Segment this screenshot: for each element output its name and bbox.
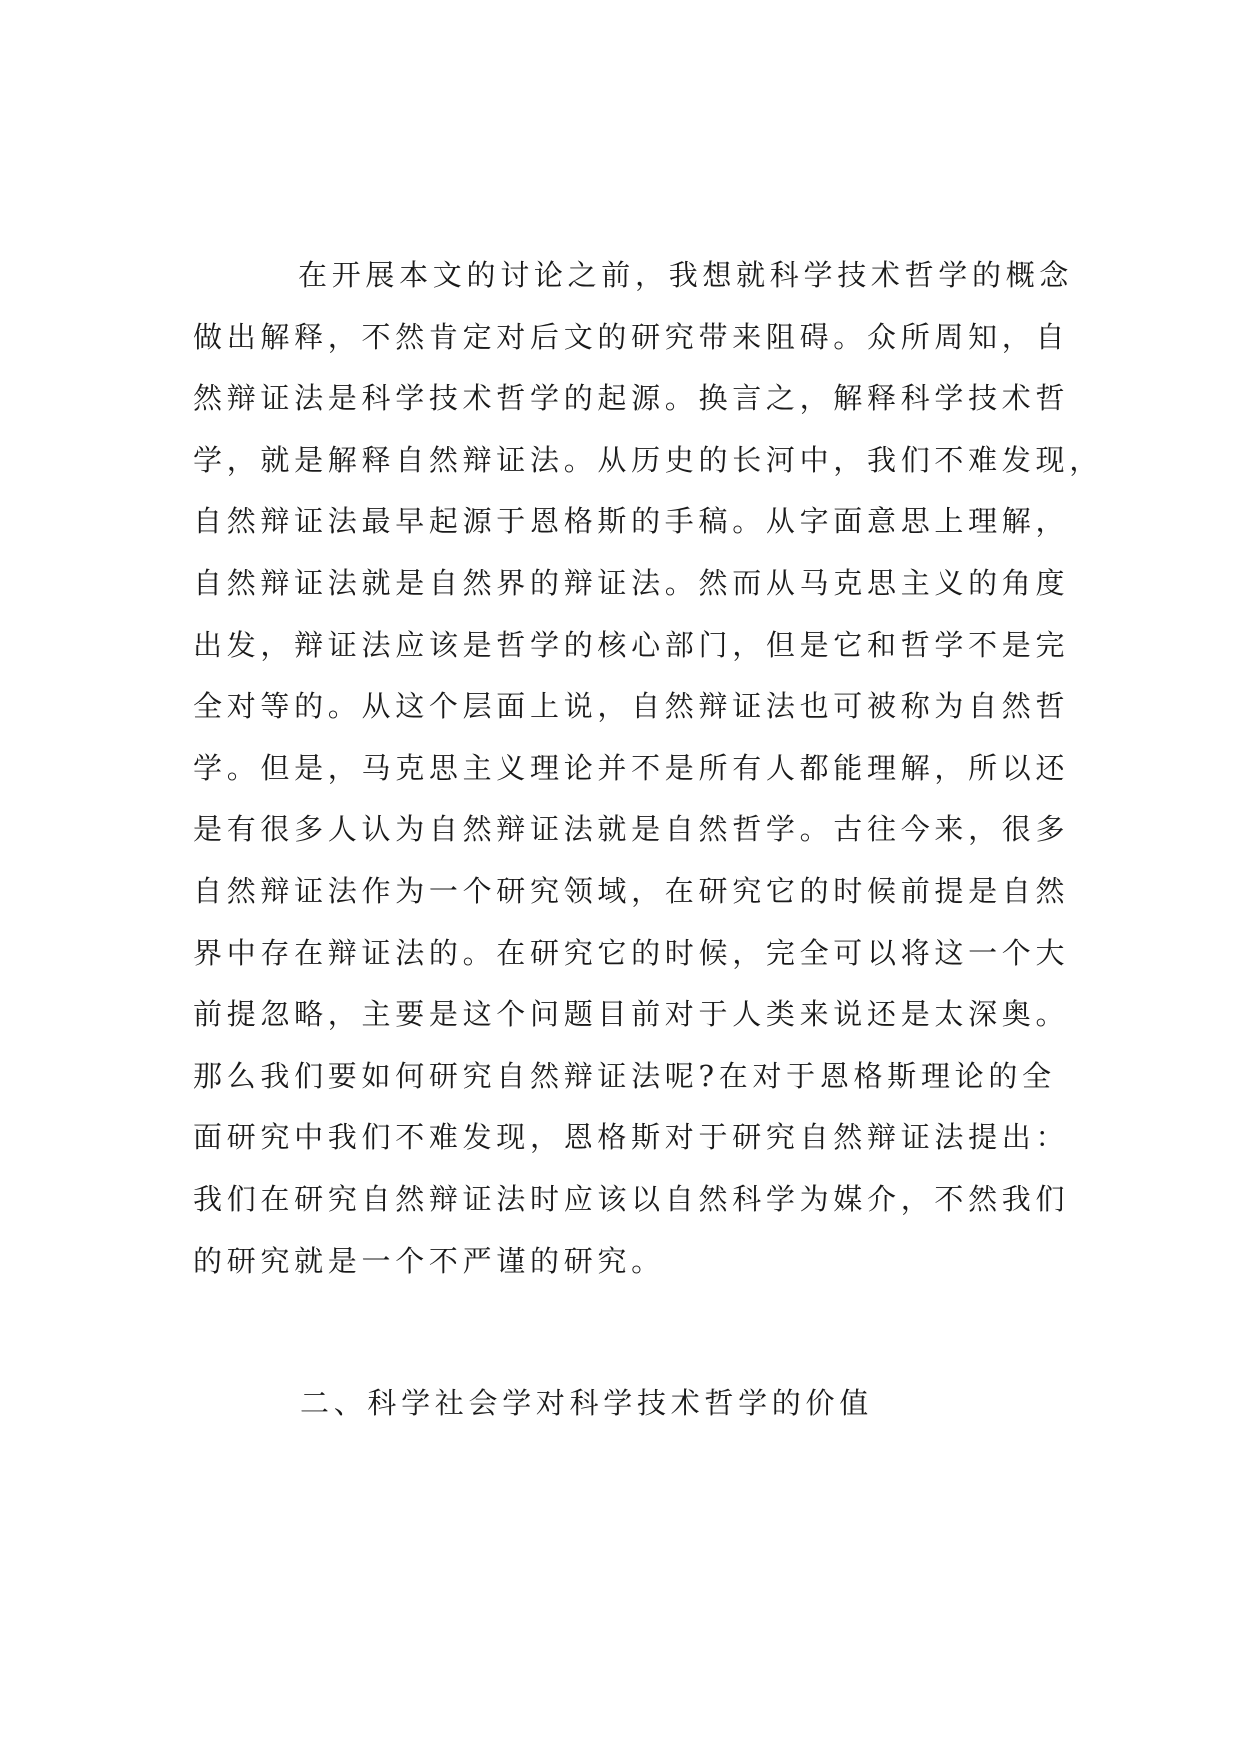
paragraph-line: 那么我们要如何研究自然辩证法呢?在对于恩格斯理论的全 (193, 1058, 1056, 1093)
paragraph-line: 面研究中我们不难发现，恩格斯对于研究自然辩证法提出： (193, 1120, 1070, 1155)
paragraph-line: 自然辩证法就是自然界的辩证法。然而从马克思主义的角度 (193, 565, 1070, 600)
paragraph-line: 是有很多人认为自然辩证法就是自然哲学。古往今来，很多 (193, 812, 1070, 847)
paragraph-line: 出发，辩证法应该是哲学的核心部门，但是它和哲学不是完 (193, 627, 1070, 662)
body-paragraph (193, 245, 1103, 1292)
paragraph-line: 学。但是，马克思主义理论并不是所有人都能理解，所以还 (193, 750, 1070, 785)
section-heading: 二、科学社会学对科学技术哲学的价值 (300, 1386, 873, 1420)
paragraph-line: 自然辩证法最早起源于恩格斯的手稿。从字面意思上理解， (193, 504, 1070, 539)
paragraph-line: 做出解释，不然肯定对后文的研究带来阻碍。众所周知，自 (193, 319, 1070, 354)
paragraph-line: 的研究就是一个不严谨的研究。 (193, 1243, 665, 1278)
paragraph-line: 界中存在辩证法的。在研究它的时候，完全可以将这一个大 (193, 935, 1070, 970)
paragraph-line: 前提忽略，主要是这个问题目前对于人类来说还是太深奥。 (193, 997, 1070, 1032)
paragraph-line: 自然辩证法作为一个研究领域，在研究它的时候前提是自然 (193, 873, 1070, 908)
paragraph-line: 然辩证法是科学技术哲学的起源。换言之，解释科学技术哲 (193, 381, 1070, 416)
paragraph-line: 学，就是解释自然辩证法。从历史的长河中，我们不难发现， (193, 442, 1103, 477)
paragraph-line: 全对等的。从这个层面上说，自然辩证法也可被称为自然哲 (193, 689, 1070, 724)
paragraph-line: 我们在研究自然辩证法时应该以自然科学为媒介，不然我们 (193, 1181, 1070, 1216)
paragraph-line: 在开展本文的讨论之前，我想就科学技术哲学的概念 (298, 258, 1074, 292)
